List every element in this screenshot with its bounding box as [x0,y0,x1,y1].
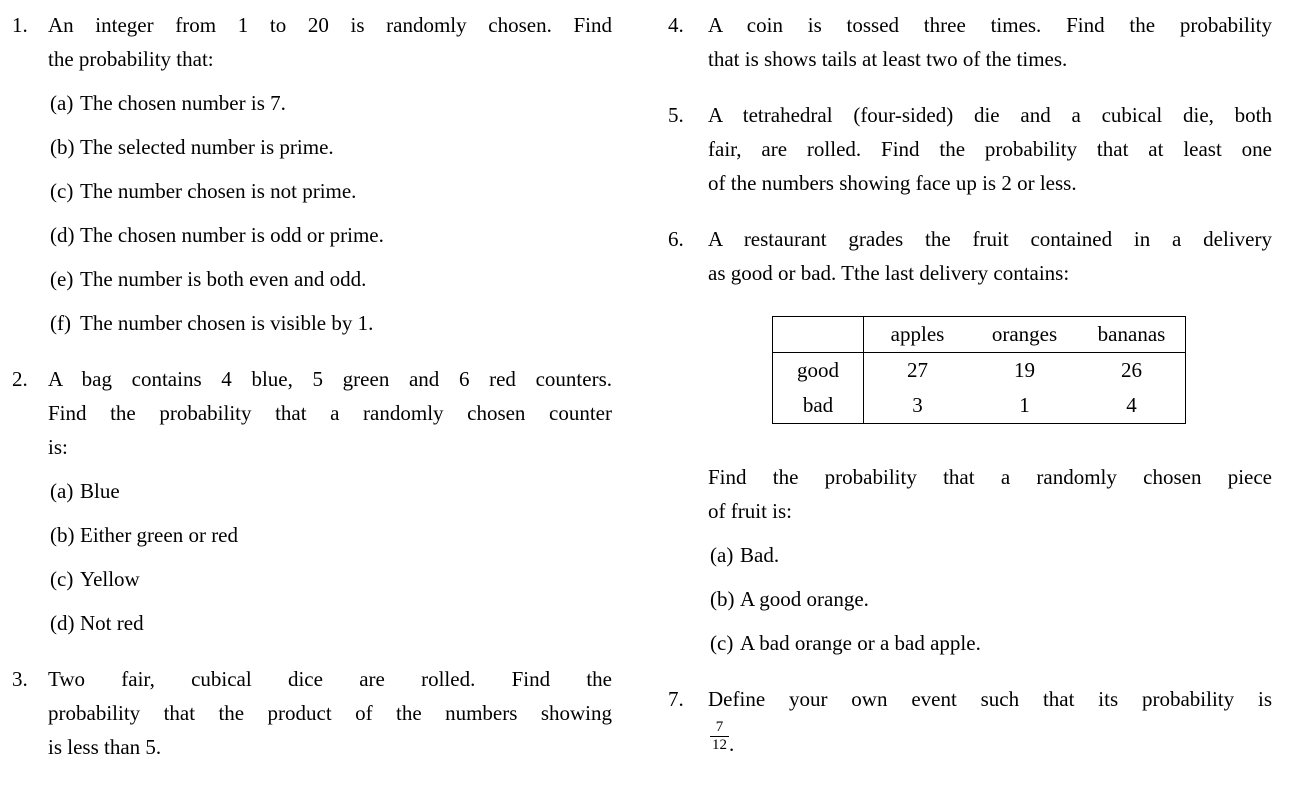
statement-line: Find the probability that a randomly chosen counter [48,401,612,425]
fraction-line [708,719,1272,754]
part-item [48,474,612,508]
statement-line: Define your own event such that its probability is [708,687,1272,711]
part-label: (b) [50,135,75,159]
part-item [48,562,612,596]
part-label: (c) [50,179,74,203]
part-text: The number is both even and odd. [80,267,367,291]
fraction-denominator: 12 [712,737,727,753]
part-label: (b) [710,587,735,611]
part-item [708,582,1272,616]
part-label: (b) [50,523,75,547]
part-label: (a) [50,479,74,503]
statement-line: probability that the product of the numbers showing [48,701,612,725]
part-text: Blue [80,479,120,503]
part-text: The number chosen is not prime. [80,179,357,203]
part-label: (f) [50,311,71,335]
table-cell: 4 [1126,393,1137,417]
part-label: (d) [50,611,75,635]
table-row [773,353,1186,389]
part-item [48,262,612,296]
part-label: (d) [50,223,75,247]
problem-body [708,8,1272,76]
fraction-suffix: . [729,732,735,756]
problem-statement [708,460,1272,528]
fruit-table [772,316,1186,424]
table-row-label: bad [773,388,864,424]
column-left [12,8,612,764]
statement-line: of fruit is: [708,499,792,523]
column-right [668,8,1272,754]
part-label: (c) [710,631,734,655]
part-text: Bad. [740,543,780,567]
problem-statement [708,682,1272,716]
problem-statement [708,8,1272,76]
problem-number: 4. [668,13,684,37]
part-text: A good orange. [740,587,869,611]
table-cell: 1 [1019,393,1030,417]
part-label: (a) [710,543,734,567]
part-item [48,130,612,164]
part-item [48,606,612,640]
table-header-cell [773,317,864,353]
part-label: (c) [50,567,74,591]
table-header-cell: bananas [1078,317,1186,353]
parts-list [48,474,612,640]
problem [12,662,612,764]
table-row-label: good [773,353,864,389]
statement-line: A bag contains 4 blue, 5 green and 6 red counters. [48,367,612,391]
problem [668,8,1272,76]
part-label: (e) [50,267,74,291]
statement-line: as good or bad. Tthe last delivery contains: [708,261,1070,285]
table-cell: 26 [1121,358,1142,382]
part-item [48,518,612,552]
part-item [48,306,612,340]
problem-statement [708,98,1272,200]
part-text: Not red [80,611,144,635]
problem-body [708,222,1272,660]
problem-number: 3. [12,667,28,691]
statement-line: A restaurant grades the fruit contained in a delivery [708,227,1272,251]
statement-line: A tetrahedral (four-sided) die and a cubical die, both [708,103,1272,127]
table-header-cell: apples [864,317,972,353]
problem-number: 7. [668,687,684,711]
problem-statement [708,222,1272,290]
statement-line: Two fair, cubical dice are rolled. Find the [48,667,612,691]
statement-line: that is shows tails at least two of the times. [708,47,1068,71]
problem [12,362,612,640]
statement-line: A coin is tossed three times. Find the probability [708,13,1272,37]
part-text: Either green or red [80,523,239,547]
problem-number: 1. [12,13,28,37]
table-header-cell: oranges [971,317,1078,353]
problem-number: 2. [12,367,28,391]
fraction-numerator: 7 [715,719,724,735]
part-label: (a) [50,91,74,115]
statement-line: Find the probability that a randomly chosen piece [708,465,1272,489]
problem-statement [48,662,612,764]
statement-line: is: [48,435,68,459]
problem-number: 6. [668,227,684,251]
parts-list [48,86,612,340]
fraction [710,719,729,754]
table-header-row [773,317,1186,353]
problem-statement [48,362,612,464]
problem-body [48,8,612,340]
part-item [48,86,612,120]
table-cell: 19 [1014,358,1035,382]
statement-line: of the numbers showing face up is 2 or less. [708,171,1077,195]
statement-line: is less than 5. [48,735,162,759]
problem-body [708,98,1272,200]
table-row [773,388,1186,424]
statement-line: the probability that: [48,47,214,71]
statement-line: An integer from 1 to 20 is randomly chosen. Find [48,13,612,37]
table-cell: 27 [907,358,928,382]
part-item [48,174,612,208]
parts-list [708,538,1272,660]
part-text: The number chosen is visible by 1. [80,311,374,335]
part-text: The chosen number is odd or prime. [80,223,384,247]
part-text: Yellow [80,567,140,591]
part-text: The selected number is prime. [80,135,334,159]
problem [668,682,1272,754]
problem-body [48,662,612,764]
problem-number: 5. [668,103,684,127]
part-text: The chosen number is 7. [80,91,286,115]
table-cell: 3 [912,393,923,417]
part-item [708,538,1272,572]
problem-body [708,682,1272,754]
part-item [48,218,612,252]
problem-statement [48,8,612,76]
problem [668,222,1272,660]
problem-body [48,362,612,640]
part-item [708,626,1272,660]
fruit-table-wrap [772,316,1272,424]
statement-line: fair, are rolled. Find the probability that at least one [708,137,1272,161]
problem [668,98,1272,200]
problem [12,8,612,340]
part-text: A bad orange or a bad apple. [740,631,981,655]
